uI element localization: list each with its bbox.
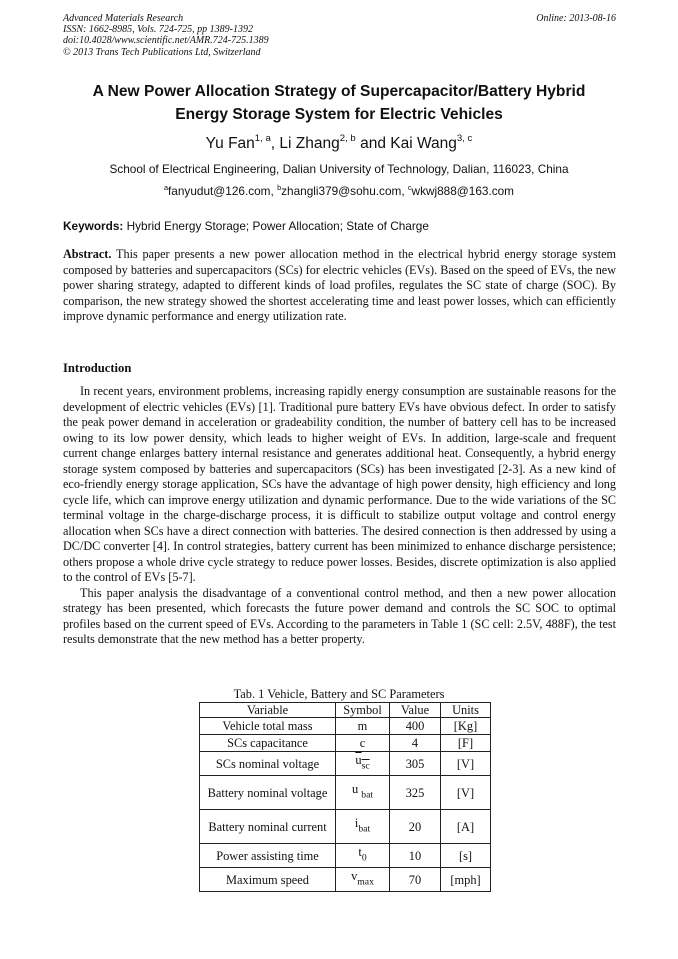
symbol-subscript: bat	[358, 823, 371, 835]
cell-units: [F]	[441, 735, 491, 752]
email-sup: a	[163, 182, 169, 192]
author-sup: 2, b	[339, 133, 356, 145]
cell-value: 305	[390, 752, 441, 776]
symbol-subscript: bat	[361, 789, 374, 801]
column-header: Symbol	[336, 703, 390, 718]
author-sup: 3, c	[456, 133, 473, 145]
author-name: Li Zhang	[279, 135, 340, 152]
section-heading-introduction: Introduction	[63, 361, 132, 375]
table-row	[200, 752, 491, 776]
author-list	[40, 135, 638, 153]
keywords	[63, 219, 616, 233]
symbol-subscript: max	[357, 876, 374, 888]
author-name: Yu Fan	[205, 135, 255, 152]
cell-symbol	[336, 752, 390, 776]
abstract-text: This paper presents a new power allocation method in the electrical hybrid energy storage system composed by batteries and supercapacitors (SCs) for electric vehicles (EVs). Based on the speed of EVs, the new power sharing strategy, adapted to different kinds of load profiles, regulates the SC state of charge (SOC). By comparison, the new strategy showed the shortest accelerating time and least power losses, which can efficiently improve dynamic performance and energy utilization rate.	[63, 247, 617, 324]
cell-units: [s]	[441, 844, 491, 868]
parameters-table	[199, 702, 491, 892]
title-line-1: A New Power Allocation Strategy of Supercapacitor/Battery Hybrid	[92, 83, 586, 100]
table-row	[200, 776, 491, 810]
cell-variable: SCs nominal voltage	[200, 752, 336, 776]
table-header-row	[200, 703, 491, 718]
table-row	[200, 810, 491, 844]
cell-variable: Maximum speed	[200, 868, 336, 892]
abstract	[63, 247, 616, 325]
email-address: zhangli379@sohu.com,	[281, 184, 408, 198]
paper-title	[40, 80, 638, 126]
table-row	[200, 868, 491, 892]
cell-units: [A]	[441, 810, 491, 844]
doi-line: doi:10.4028/www.scientific.net/AMR.724-725.1389	[63, 35, 269, 47]
cell-variable: Vehicle total mass	[200, 718, 336, 735]
cell-symbol	[336, 844, 390, 868]
copyright-line: © 2013 Trans Tech Publications Ltd, Switzerland	[63, 46, 261, 58]
keywords-text: Hybrid Energy Storage; Power Allocation; State of Charge	[126, 219, 429, 233]
table-row	[200, 844, 491, 868]
symbol-main: t	[358, 845, 362, 860]
email-address: wkwj888@163.com	[411, 184, 515, 198]
journal-name: Advanced Materials Research	[63, 13, 184, 24]
title-line-2: Energy Storage System for Electric Vehicles	[175, 106, 503, 123]
symbol-overlined	[355, 753, 370, 772]
email-sup: b	[277, 182, 282, 192]
symbol-main: u	[355, 753, 362, 768]
cell-variable: Battery nominal voltage	[200, 776, 336, 810]
cell-value: 325	[390, 776, 441, 810]
column-header: Variable	[200, 703, 336, 718]
symbol-subscript: sc	[361, 760, 370, 772]
paragraph: This paper analysis the disadvantage of a conventional control method, and then a new power allocation strategy has been presented, which forecasts the future power demand and controls the SC SOC to optimal profiles based on the current speed of EVs. According to the parameters in Table 1 (SC cell: 2.5V, 488F), the test results demonstrate that the new method has a better property.	[63, 585, 616, 646]
column-header: Value	[390, 703, 441, 718]
keywords-label: Keywords:	[63, 219, 124, 233]
issn-line: ISSN: 1662-8985, Vols. 724-725, pp 1389-1392	[63, 24, 253, 36]
symbol-subscript: 0	[361, 852, 367, 864]
cell-units: [V]	[441, 776, 491, 810]
cell-symbol	[336, 776, 390, 810]
abstract-label: Abstract.	[63, 247, 112, 261]
table-row	[200, 735, 491, 752]
author-name: Kai Wang	[390, 135, 457, 152]
email-address: fanyudut@126.com,	[168, 184, 278, 198]
author-sup: 1, a	[254, 133, 271, 145]
cell-units: [Kg]	[441, 718, 491, 735]
cell-value: 20	[390, 810, 441, 844]
cell-value: 70	[390, 868, 441, 892]
author-separator: ,	[270, 135, 280, 152]
cell-value: 4	[390, 735, 441, 752]
symbol-main: v	[351, 869, 358, 884]
email-list	[40, 184, 638, 198]
symbol-main: u	[351, 782, 359, 797]
cell-value: 400	[390, 718, 441, 735]
symbol-main: m	[357, 719, 368, 733]
paragraph: In recent years, environment problems, increasing rapidly energy consumption are sustainable reasons for the development of electric vehicles (EVs) [1]. Traditional pure battery EVs have obvious defect. In order to satisfy the peak power demand in acceleration or gradeability condition, the number of battery cell has to be increased owing to its low power density, which leads to higher weight of EVs. In addition, large-scale and frequent current change enlarges battery internal resistance and generates additional heat. Consequently, a hybrid energy storage system composed by batteries and supercapacitors (SCs) has been investigated [2-3]. As a new kind of eco-friendly energy storage application, SCs have the advantage of high power density, high efficiency and long cycle life, which can improve energy utilization and dynamic performance. Due to the wide variations of the SC terminal voltage in the charge-discharge process, it is difficult to stabilize output voltage and control energy allocation when SCs have a direct connection with batteries. The desired connection is then addressed by using a DC/DC converter [4]. In control strategies, battery current has been minimized to enhance discharge persistence; others propose a whole drive cycle strategy to reduce power losses. Besides, discrete optimization is also applied to the control of EVs [5-7].	[63, 384, 616, 584]
introduction-body	[63, 384, 616, 648]
cell-symbol	[336, 735, 390, 752]
symbol-main: i	[354, 816, 359, 831]
table-caption: Tab. 1 Vehicle, Battery and SC Parameters	[233, 687, 445, 701]
journal-header	[63, 13, 616, 58]
cell-symbol	[336, 810, 390, 844]
cell-symbol	[336, 718, 390, 735]
cell-symbol	[336, 868, 390, 892]
cell-variable: Battery nominal current	[200, 810, 336, 844]
table-row	[200, 718, 491, 735]
cell-units: [mph]	[441, 868, 491, 892]
email-sup: c	[407, 182, 412, 192]
author-separator: and	[355, 135, 391, 152]
cell-variable: Power assisting time	[200, 844, 336, 868]
cell-value: 10	[390, 844, 441, 868]
affiliation: School of Electrical Engineering, Dalian University of Technology, Dalian, 116023, China	[109, 162, 569, 176]
cell-units: [V]	[441, 752, 491, 776]
online-date: Online: 2013-08-16	[536, 13, 616, 24]
cell-variable: SCs capacitance	[200, 735, 336, 752]
symbol-main: c	[359, 736, 366, 750]
column-header: Units	[441, 703, 491, 718]
